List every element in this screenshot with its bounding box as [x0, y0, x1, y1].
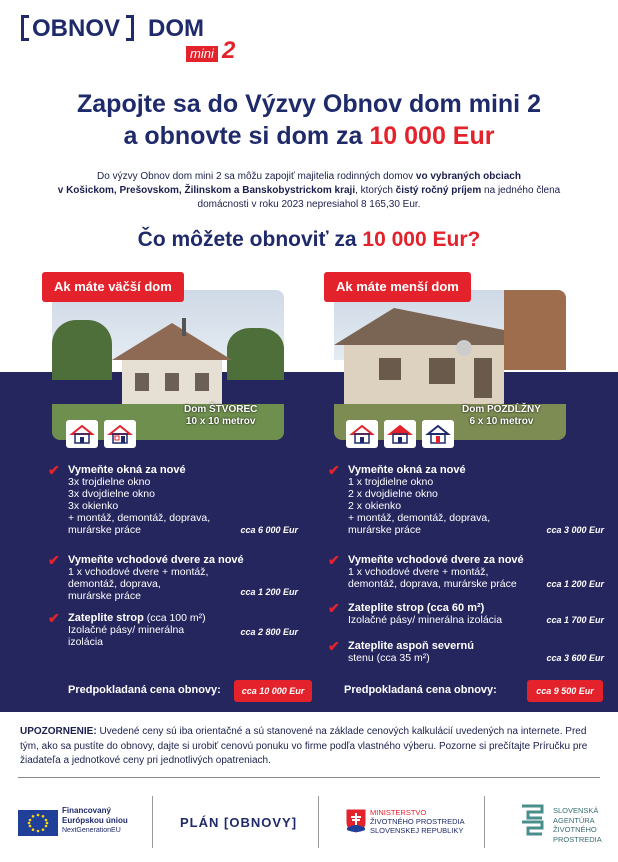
measure-line: 1 x vchodové dvere + montáž, — [348, 566, 489, 578]
subhead-amount: 10 000 Eur? — [362, 228, 481, 251]
smaller-house-measures — [328, 464, 604, 674]
measure-item — [328, 554, 604, 602]
eu-line-1: Financovaný — [62, 806, 111, 815]
ministry-line-2: ŽIVOTNÉHO PROSTREDIA — [370, 817, 465, 826]
measure-price: cca 1 200 Eur — [546, 579, 604, 589]
checkmark-icon: ✔ — [48, 610, 60, 626]
measure-line: Izolačné pásy/ minerálna — [68, 624, 185, 636]
plan-obnovy-logo: PLÁN [OBNOVY] — [180, 815, 298, 830]
measure-item — [48, 612, 298, 662]
measure-line: 1 x vchodové dvere + montáž, — [68, 566, 209, 578]
checkmark-icon: ✔ — [328, 552, 340, 568]
larger-house-tag: Ak máte väčší dom — [42, 272, 184, 302]
measure-price: cca 6 000 Eur — [240, 525, 298, 535]
smaller-house-total-price: cca 9 500 Eur — [527, 680, 603, 702]
footer-divider — [318, 796, 319, 848]
measure-price: cca 1 200 Eur — [240, 587, 298, 597]
intro-bold-1: vo vybraných obciach — [415, 171, 521, 182]
measure-line: Izolačné pásy/ minerálna izolácia — [348, 614, 503, 626]
logo-word-obnov: OBNOV — [32, 15, 121, 42]
agency-line-4: PROSTREDIA — [553, 834, 602, 844]
eu-funding-text — [62, 806, 128, 836]
larger-house-caption — [184, 404, 257, 428]
measure-item — [48, 554, 298, 612]
measure-line: + montáž, demontáž, doprava, — [68, 512, 211, 524]
larger-house-icons — [66, 420, 136, 448]
checkmark-icon: ✔ — [328, 638, 340, 654]
measure-line: + montáž, demontáž, doprava, — [348, 512, 491, 524]
house-icon — [66, 420, 98, 448]
measure-title: Vymeňte vchodové dvere za nové — [68, 554, 244, 566]
agency-line-1: SLOVENSKÁ — [553, 806, 599, 815]
warning-label: UPOZORNENIE: — [20, 726, 97, 737]
ministry-line-1: MINISTERSTVO — [370, 808, 427, 817]
smaller-house-icons — [346, 420, 454, 448]
measure-title: Zateplite aspoň severnú — [348, 640, 474, 652]
measure-title: Vymeňte vchodové dvere za nové — [348, 554, 524, 566]
agency-logo-icon — [518, 800, 548, 840]
divider — [18, 777, 600, 778]
measure-line: demontáž, doprava, murárske práce — [348, 578, 517, 590]
house-door-icon — [422, 420, 454, 448]
slovak-coat-of-arms-icon — [345, 808, 367, 834]
section-heading — [0, 228, 618, 252]
smaller-house-size: 6 x 10 metrov — [469, 416, 534, 427]
house-insulation-icon — [384, 420, 416, 448]
footer-divider — [152, 796, 153, 848]
measure-line: murárske práce — [348, 524, 421, 536]
agency-text — [553, 806, 602, 844]
title-line-2 — [0, 120, 618, 152]
tree — [52, 320, 112, 380]
measure-item — [48, 464, 298, 554]
house-window-icon — [104, 420, 136, 448]
measure-price: cca 3 600 Eur — [546, 653, 604, 663]
measure-line: murárske práce — [68, 524, 141, 536]
larger-house-measures — [48, 464, 298, 662]
intro-text-2: , ktorých — [355, 185, 396, 196]
measure-line: 2 x dvojdielne okno — [348, 488, 438, 500]
smaller-house-total-label: Predpokladaná cena obnovy: — [344, 684, 497, 696]
house-illustration — [107, 318, 237, 413]
measure-line: 3x dvojdielne okno — [68, 488, 155, 500]
footer-logos — [0, 790, 618, 854]
larger-house-name: Dom ŠTVOREC — [184, 404, 258, 415]
measure-line: stenu (cca 35 m²) — [348, 652, 430, 664]
measure-item — [328, 640, 604, 674]
agency-line-2: AGENTÚRA — [553, 815, 595, 825]
measure-line: 3x trojdielne okno — [68, 476, 151, 488]
measure-price: cca 1 700 Eur — [546, 615, 604, 625]
intro-text-1: Do výzvy Obnov dom mini 2 sa môžu zapojiť majitelia rodinných domov — [97, 171, 416, 182]
plan-word-2: OBNOVY — [229, 815, 292, 830]
warning-note — [20, 725, 598, 769]
eu-line-2: Európskou úniou — [62, 816, 128, 825]
eu-flag-icon — [18, 810, 58, 836]
measure-title: Zateplite strop (cca 60 m²) — [348, 602, 485, 614]
intro-paragraph — [20, 170, 598, 212]
logo-word-dom: DOM — [148, 15, 204, 42]
measure-item — [328, 464, 604, 554]
smaller-house-tag: Ak máte menší dom — [324, 272, 471, 302]
logo-number: 2 — [222, 37, 236, 64]
measure-price: cca 3 000 Eur — [546, 525, 604, 535]
plan-word: PLÁN — [180, 815, 220, 830]
checkmark-icon: ✔ — [48, 462, 60, 478]
title-line-1: Zapojte sa do Výzvy Obnov dom mini 2 — [77, 90, 541, 118]
warning-text: Uvedené ceny sú iba orientačné a sú stanovené na základe cenových kalkulácií uvedených na internete. Pred tým, ako sa pustíte do obnovy, dajte si urobiť cenovú ponuku vo firme podľa vlastného výberu. Pozorne si prečítajte Príručku pre žiadateľa a jednotkové ceny pri jednotlivých opatreniach. — [20, 726, 588, 766]
measure-line: 3x okienko — [68, 500, 119, 512]
subhead-text: Čo môžete obnoviť za — [137, 228, 363, 251]
house-illustration — [334, 300, 534, 410]
measure-line: izolácia — [68, 636, 104, 648]
measure-line: demontáž, doprava, — [68, 578, 161, 590]
intro-bold-2: v Košickom, Prešovskom, Žilinskom a Banskobystrickom kraji — [57, 185, 356, 196]
measure-item — [328, 602, 604, 640]
ministry-line-3: SLOVENSKEJ REPUBLIKY — [370, 826, 464, 835]
agency-line-3: ŽIVOTNÉHO — [553, 825, 597, 834]
logo-bracket-left — [21, 15, 29, 41]
obnov-dom-logo — [18, 10, 238, 70]
measure-price: cca 2 800 Eur — [240, 627, 298, 637]
measure-title: Zateplite strop — [68, 612, 144, 624]
footer-divider — [484, 796, 485, 848]
house-icon — [346, 420, 378, 448]
measure-title: Vymeňte okná za nové — [68, 464, 186, 476]
checkmark-icon: ✔ — [48, 552, 60, 568]
smaller-house-caption — [462, 404, 541, 428]
page-title — [0, 88, 618, 152]
intro-bold-3: čistý ročný príjem — [395, 185, 482, 196]
intro-text-4: domácnosti v roku 2023 nepresiahol 8 165,30 Eur. — [197, 199, 421, 210]
title-amount: 10 000 Eur — [369, 122, 495, 150]
measure-line: 2 x okienko — [348, 500, 402, 512]
measure-title-suffix: (cca 100 m²) — [143, 612, 206, 624]
larger-house-size: 10 x 10 metrov — [185, 416, 256, 427]
title-line-2-text: a obnovte si dom za — [123, 122, 370, 150]
checkmark-icon: ✔ — [328, 600, 340, 616]
smaller-house-name: Dom POZDĹŽNY — [462, 404, 541, 415]
measure-title: Vymeňte okná za nové — [348, 464, 466, 476]
measure-line: murárske práce — [68, 590, 141, 602]
checkmark-icon: ✔ — [328, 462, 340, 478]
larger-house-total-label: Predpokladaná cena obnovy: — [68, 684, 221, 696]
eu-line-3: NextGenerationEU — [62, 827, 121, 834]
ministry-text — [370, 808, 465, 835]
logo-bracket-right — [126, 15, 134, 41]
larger-house-total-price: cca 10 000 Eur — [234, 680, 312, 702]
logo-mini-badge: mini — [186, 46, 218, 62]
measure-line: 1 x trojdielne okno — [348, 476, 434, 488]
intro-text-3: na jedného člena — [481, 185, 561, 196]
